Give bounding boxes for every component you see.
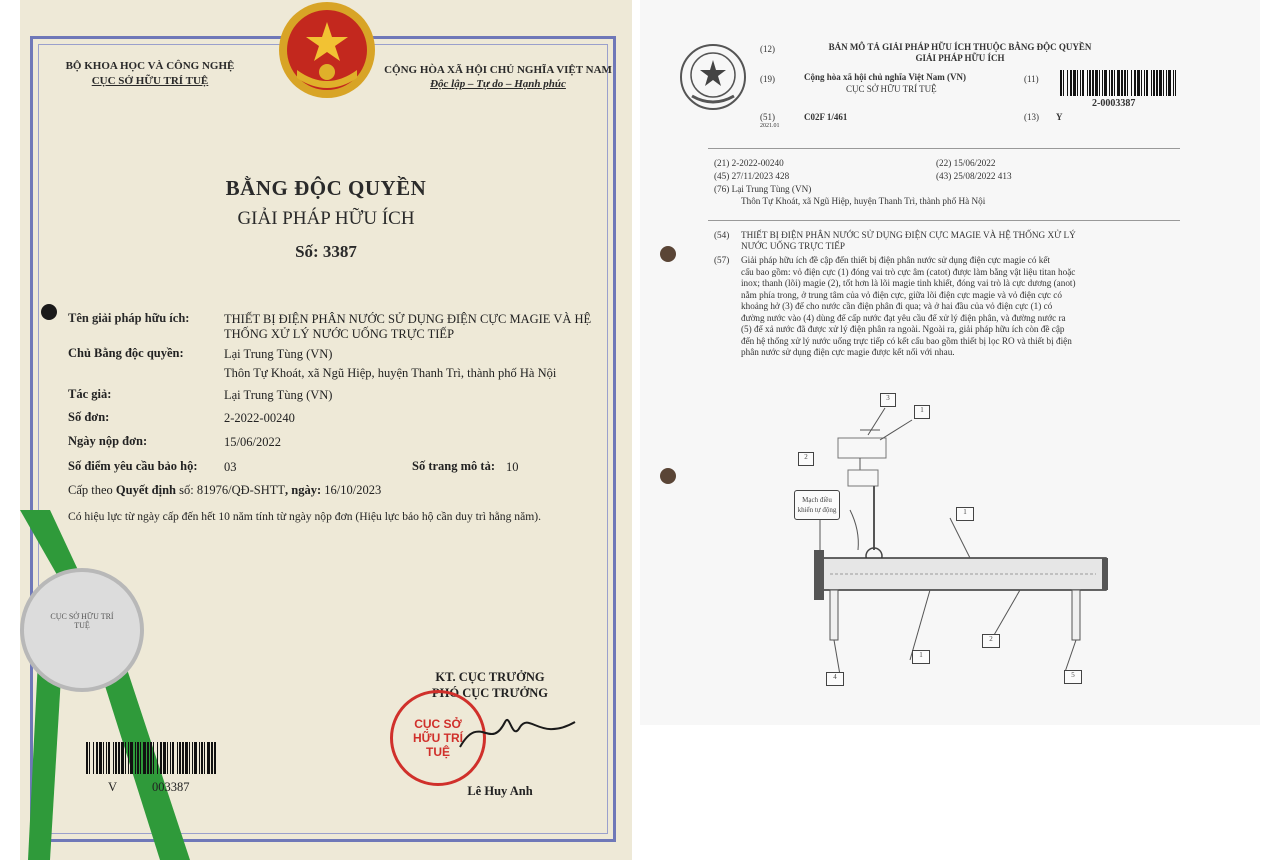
stamp-text: CỤC SỞ HỮU TRÍ TUỆ	[413, 717, 463, 759]
doc-type-2: GIẢI PHÁP HỮU ÍCH	[915, 53, 1005, 63]
diagram-leader	[1065, 640, 1076, 672]
validity-note: Có hiệu lực từ ngày cấp đến hết 10 năm tính từ ngày nộp đơn (Hiệu lực bảo hộ cần duy trì hằng năm).	[68, 510, 542, 523]
barcode-bar	[1159, 70, 1162, 96]
barcode-bar	[153, 742, 154, 774]
barcode-bar	[207, 742, 210, 774]
barcode-bar	[1137, 70, 1140, 96]
diagram-filter-top	[838, 438, 886, 458]
code-19: (19)	[760, 74, 775, 84]
barcode-bar	[1144, 70, 1145, 96]
decision-line: Cấp theo Quyết định số: 81976/QĐ-SHTT, ngày: 16/10/2023	[68, 483, 382, 497]
barcode-bar	[118, 742, 120, 774]
barcode-bar	[199, 742, 200, 774]
barcode-bar	[108, 742, 110, 774]
barcode-bar	[172, 742, 174, 774]
doc-number: 2-0003387	[1092, 98, 1136, 109]
barcode-bar	[157, 742, 158, 774]
barcode-bar	[1168, 70, 1171, 96]
code-57: (57)	[714, 255, 730, 265]
office-name: CỤC SỞ HỮU TRÍ TUỆ	[91, 75, 209, 87]
control-box-line-1: Mạch điều	[802, 496, 832, 504]
barcode-bar	[103, 742, 104, 774]
barcode-bar	[192, 742, 193, 774]
diagram-leg	[1072, 590, 1080, 640]
control-circuit-box	[794, 490, 840, 520]
author-value: Lại Trung Tùng (VN)	[224, 388, 333, 402]
barcode-bar	[135, 742, 136, 774]
barcode-bar	[1131, 70, 1132, 96]
diagram-end-cap	[1102, 558, 1108, 590]
barcode-bar	[1151, 70, 1152, 96]
filing-date-label: Ngày nộp đơn:	[68, 434, 148, 448]
barcode-bar	[1166, 70, 1167, 96]
diagram-wire	[850, 510, 858, 550]
author-label: Tác giả:	[68, 387, 112, 401]
diagram-leader	[880, 420, 912, 440]
punch-hole	[660, 246, 676, 262]
abstract-line: đến hệ thống xử lý nước uống trực tiếp có kết cấu bao gồm thiết bị lọc RO và thiết bị điện	[741, 335, 1072, 346]
barcode-bar	[1080, 70, 1081, 96]
diagram-label: 2	[798, 452, 814, 466]
barcode-bar	[1134, 70, 1136, 96]
abstract-line: Giải pháp hữu ích đề cập đến thiết bị điện phân nước sử dụng điện cực magie có kết	[741, 255, 1050, 265]
barcode-bar	[143, 742, 146, 774]
code-51-sub: 2021.01	[760, 123, 780, 129]
abstract-line: đường nước vào (4) dùng để cấp nước đạt yêu cầu để xử lý điện phân, và đường nước ra	[741, 312, 1066, 323]
country-motto: Độc lập – Tự do – Hạnh phúc	[430, 78, 566, 90]
signature-title-1: KT. CỤC TRƯỞNG	[435, 670, 545, 684]
barcode-bar	[182, 742, 184, 774]
barcode-icon	[86, 742, 216, 774]
certificate-title: BẰNG ĐỘC QUYỀN	[225, 176, 427, 200]
diagram-label: 1	[956, 507, 974, 521]
barcode-bar	[113, 742, 114, 774]
diagram-label: 5	[1064, 670, 1082, 684]
barcode-bar	[121, 742, 124, 774]
barcode-bar	[1156, 70, 1158, 96]
abstract-line: cấu bao gồm: vỏ điện cực (1) đóng vai trò cực âm (catot) được làm bằng vật liệu titan hoặc	[741, 266, 1076, 277]
signer-name: Lê Huy Anh	[467, 784, 533, 798]
diagram-leg	[830, 590, 838, 640]
barcode-bar	[150, 742, 152, 774]
solution-name-label: Tên giải pháp hữu ích:	[68, 311, 190, 325]
country-line-1: Cộng hòa xã hội chủ nghĩa Việt Nam (VN)	[804, 72, 967, 82]
pages-label: Số trang mô tả:	[412, 459, 495, 473]
biblio-22: (22) 15/06/2022	[936, 158, 996, 168]
abstract-line: phân nước sử dụng điện cực magie được kết nối với nhau.	[741, 347, 955, 357]
certificate-subtitle: GIẢI PHÁP HỮU ÍCH	[237, 208, 415, 229]
barcode-bar	[1114, 70, 1115, 96]
claims-label: Số điểm yêu cầu bảo hộ:	[68, 459, 198, 473]
barcode-bar	[1102, 70, 1103, 96]
pages-value: 10	[506, 460, 519, 474]
title-line-1: THIẾT BỊ ĐIỆN PHÂN NƯỚC SỬ DỤNG ĐIỆN CỰC MAGIE VÀ HỆ THỐNG XỬ LÝ	[741, 230, 1076, 240]
application-value: 2-2022-00240	[224, 411, 295, 425]
diagram-end-cap	[814, 550, 824, 600]
diagram-label: 4	[826, 672, 844, 686]
seal-text: CỤC SỞ HỮU TRÍ TUỆ	[50, 612, 114, 630]
abstract-line: inox; thanh (lõi) magie (2), tốt hơn là lõi magie tinh khiết, đóng vai trò là cực dương (anot)	[741, 278, 1076, 288]
barcode-bar	[1146, 70, 1148, 96]
patent-description-page	[640, 0, 1260, 725]
barcode-bar	[140, 742, 141, 774]
barcode-bar	[167, 742, 168, 774]
barcode-bar	[177, 742, 178, 774]
barcode-bar	[179, 742, 181, 774]
barcode-bar	[211, 742, 213, 774]
barcode-bar	[1092, 70, 1094, 96]
barcode-bar	[214, 742, 216, 774]
barcode-bar	[1082, 70, 1084, 96]
code-11: (11)	[1024, 74, 1039, 84]
barcode-bar	[1153, 70, 1155, 96]
diagram-label: 1	[912, 650, 930, 664]
diagram-leader	[868, 408, 885, 435]
barcode-bar	[106, 742, 107, 774]
barcode-bar	[99, 742, 102, 774]
barcode-bar	[128, 742, 129, 774]
code-51: (51)	[760, 112, 775, 122]
kind-code: Y	[1056, 112, 1063, 122]
certificate-document	[20, 0, 632, 860]
control-box-line-2: khiển tự động	[797, 506, 837, 514]
divider	[708, 220, 1180, 221]
biblio-43: (43) 25/08/2022 413	[936, 171, 1012, 181]
barcode-bar	[1163, 70, 1164, 96]
ipc-class: C02F 1/461	[804, 112, 848, 122]
barcode-bar	[1124, 70, 1126, 96]
filing-date-value: 15/06/2022	[224, 435, 281, 449]
barcode-bar	[1070, 70, 1072, 96]
barcode-bar	[1077, 70, 1078, 96]
national-emblem-icon	[678, 42, 748, 112]
barcode-bar	[1175, 70, 1176, 96]
owner-value: Lại Trung Tùng (VN)	[224, 347, 333, 361]
barcode-bar	[1063, 70, 1064, 96]
barcode-bar	[189, 742, 190, 774]
barcode-bar	[1173, 70, 1174, 96]
diagram-label: 2	[982, 634, 1000, 648]
barcode-bar	[1089, 70, 1091, 96]
device-diagram	[790, 390, 1120, 700]
barcode-bar	[130, 742, 133, 774]
barcode-bar	[147, 742, 149, 774]
doc-type-1: BẢN MÔ TẢ GIẢI PHÁP HỮU ÍCH THUỘC BẰNG ĐỘC QUYỀN	[828, 42, 1092, 52]
solution-name-value-2: THỐNG XỬ LÝ NƯỚC UỐNG TRỰC TIẾP	[224, 327, 455, 341]
owner-address: Thôn Tự Khoát, xã Ngũ Hiệp, huyện Thanh Trì, thành phố Hà Nội	[741, 196, 986, 206]
title-line-2: NƯỚC UỐNG TRỰC TIẾP	[741, 241, 846, 251]
barcode-bar	[1060, 70, 1062, 96]
diagram-filter	[848, 470, 878, 486]
barcode-bar	[1127, 70, 1128, 96]
country-name: CỘNG HÒA XÃ HỘI CHỦ NGHĨA VIỆT NAM	[384, 64, 612, 76]
barcode-bar	[1087, 70, 1088, 96]
code-54: (54)	[714, 230, 730, 240]
barcode-bar	[163, 742, 166, 774]
barcode-text-left: V	[108, 780, 118, 794]
diagram-leader	[950, 518, 970, 558]
barcode-bar	[96, 742, 98, 774]
barcode-bar	[89, 742, 90, 774]
barcode-bar	[86, 742, 88, 774]
barcode-bar	[115, 742, 117, 774]
claims-value: 03	[224, 460, 237, 474]
diagram-label: 1	[914, 405, 930, 419]
barcode-bar	[1095, 70, 1098, 96]
barcode-bar	[1109, 70, 1110, 96]
owner-label: Chủ Bằng độc quyền:	[68, 346, 184, 360]
certificate-number: Số: 3387	[295, 242, 357, 261]
barcode-bar	[194, 742, 197, 774]
biblio-21: (21) 2-2022-00240	[714, 158, 784, 168]
diagram-leader	[834, 640, 840, 675]
divider	[708, 148, 1180, 149]
barcode-bar	[125, 742, 126, 774]
code-12: (12)	[760, 44, 775, 54]
signature-title-2: PHÓ CỤC TRƯỞNG	[432, 686, 548, 700]
abstract-line: (5) để xả nước đã được xử lý điện phân ra ngoài. Ngoài ra, giải pháp hữu ích còn đề cập	[741, 324, 1065, 334]
solution-name-value-1: THIẾT BỊ ĐIỆN PHÂN NƯỚC SỬ DỤNG ĐIỆN CỰC MAGIE VÀ HỆ	[224, 312, 592, 326]
barcode-bar	[201, 742, 203, 774]
barcode-icon	[1060, 70, 1176, 96]
national-emblem-icon	[275, 0, 379, 104]
silver-seal	[20, 568, 144, 692]
barcode-bar	[1073, 70, 1076, 96]
abstract-line: nằm phía trong, ở trung tâm của vỏ điện cực, giữa lõi điện cực magie và vỏ điện cực có	[741, 289, 1062, 300]
barcode-bar	[93, 742, 94, 774]
barcode-bar	[1117, 70, 1120, 96]
barcode-bar	[1141, 70, 1142, 96]
barcode-bar	[170, 742, 171, 774]
barcode-bar	[204, 742, 205, 774]
barcode-bar	[160, 742, 162, 774]
barcode-bar	[1121, 70, 1123, 96]
diagram-label: 3	[880, 393, 896, 407]
barcode-text-right: 003387	[152, 780, 190, 794]
code-13: (13)	[1024, 112, 1039, 122]
barcode-bar	[137, 742, 139, 774]
barcode-bar	[1067, 70, 1068, 96]
punch-hole	[660, 468, 676, 484]
biblio-76: (76) Lại Trung Tùng (VN)	[714, 184, 812, 194]
punch-hole	[41, 304, 57, 320]
biblio-45: (45) 27/11/2023 428	[714, 171, 790, 181]
abstract-line: khoảng hở (3) để cho nước cần điện phân đi qua; và ở hai đầu của vỏ điện cực (1) có	[741, 301, 1053, 311]
abstract	[741, 255, 1181, 359]
barcode-bar	[185, 742, 188, 774]
signature-icon	[450, 702, 580, 762]
barcode-bar	[1104, 70, 1107, 96]
ministry-name: BỘ KHOA HỌC VÀ CÔNG NGHỆ	[65, 60, 235, 72]
barcode-bar	[1111, 70, 1113, 96]
application-label: Số đơn:	[68, 410, 110, 424]
barcode-bar	[1099, 70, 1100, 96]
country-line-2: CỤC SỞ HỮU TRÍ TUỆ	[846, 84, 937, 94]
owner-address: Thôn Tự Khoát, xã Ngũ Hiệp, huyện Thanh Trì, thành phố Hà Nội	[224, 366, 557, 380]
